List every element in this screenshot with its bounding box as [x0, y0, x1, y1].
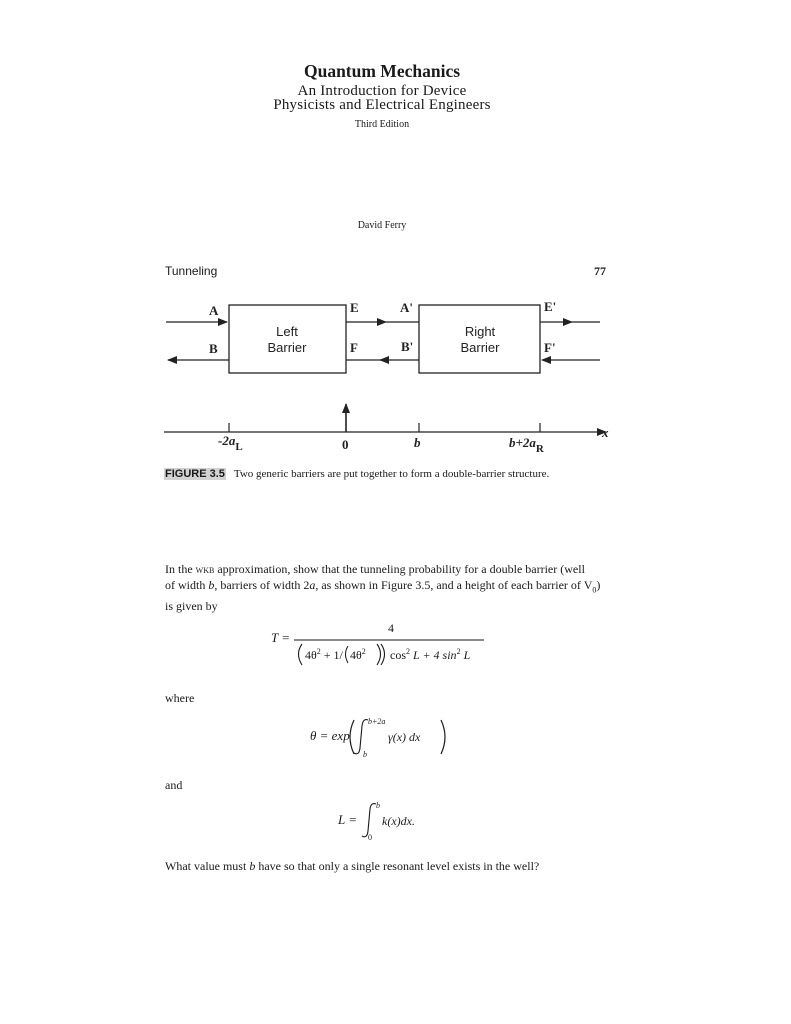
book-subtitle-line-2: Physicists and Electrical Engineers	[273, 97, 491, 113]
left-barrier-box	[229, 305, 346, 373]
double-barrier-figure	[160, 288, 616, 460]
svg-text:T =: T =	[271, 630, 291, 645]
svg-text:k(x)dx.: k(x)dx.	[382, 814, 415, 828]
label-B-prime: B'	[401, 339, 414, 354]
label-A: A	[209, 303, 219, 318]
x-axis-label: x	[602, 425, 609, 440]
svg-text:b: b	[363, 750, 367, 759]
label-E: E	[350, 300, 359, 315]
equation-L	[336, 798, 446, 842]
question: What value must b have so that only a single resonant level exists in the well?	[165, 859, 540, 873]
svg-text:b+2a: b+2a	[368, 717, 386, 726]
svg-text:L =: L =	[338, 812, 358, 827]
label-A-prime: A'	[400, 300, 413, 315]
right-barrier-label-1: Right	[464, 324, 496, 339]
edition: Third Edition	[354, 119, 410, 130]
tick-zero-label: 0	[342, 437, 349, 452]
right-barrier-box	[419, 305, 540, 373]
tick-b-label: b	[414, 435, 421, 450]
svg-text:0: 0	[368, 833, 372, 842]
svg-text:b: b	[376, 801, 380, 810]
left-barrier-label-2: Barrier	[267, 340, 307, 355]
label-E-prime: E'	[544, 299, 557, 314]
running-head: Tunneling	[165, 264, 218, 278]
svg-text:γ(x) dx: γ(x) dx	[388, 730, 421, 744]
figure-caption-text: Two generic barriers are put together to form a double-barrier structure.	[233, 468, 550, 480]
svg-text:4θ2 + 1/: $4\theta^2 + 1/$	[305, 647, 343, 662]
svg-text:cos2 L + 4 sin2 L: $\cos^2 L + 4$ $\sin^2 L$	[390, 647, 471, 662]
word-and: and	[165, 778, 183, 792]
label-F-prime: F'	[544, 340, 556, 355]
left-barrier-label-1: Left	[276, 324, 298, 339]
word-where: where	[165, 691, 195, 705]
label-B: B	[209, 341, 218, 356]
book-subtitle-line-1: An Introduction for Device	[297, 83, 467, 99]
problem-statement: In the wkb approximation, show that the tunneling probability for a double barrier (well of width b, barriers of width 2a, as shown in Figure 3.5, and a height of each barrier of $V_0$) is given by	[165, 562, 601, 614]
figure-caption-label: FIGURE 3.5	[165, 468, 225, 480]
equation-T	[268, 618, 498, 672]
label-F: F	[350, 340, 358, 355]
book-title: Quantum Mechanics	[303, 61, 461, 81]
svg-text:4θ2: $4\theta^2$	[350, 647, 366, 662]
tick-left-label: $-2a_L$	[218, 433, 243, 453]
tick-right-label: $b+2a_R$	[509, 435, 544, 455]
page-number: 77	[594, 264, 606, 278]
figure-caption	[164, 468, 549, 480]
svg-text:θ = exp: θ = exp	[310, 728, 350, 743]
equation-theta	[308, 712, 458, 762]
right-barrier-label-2: Barrier	[460, 340, 500, 355]
svg-text:4: 4	[388, 621, 394, 635]
author: David Ferry	[357, 220, 407, 231]
